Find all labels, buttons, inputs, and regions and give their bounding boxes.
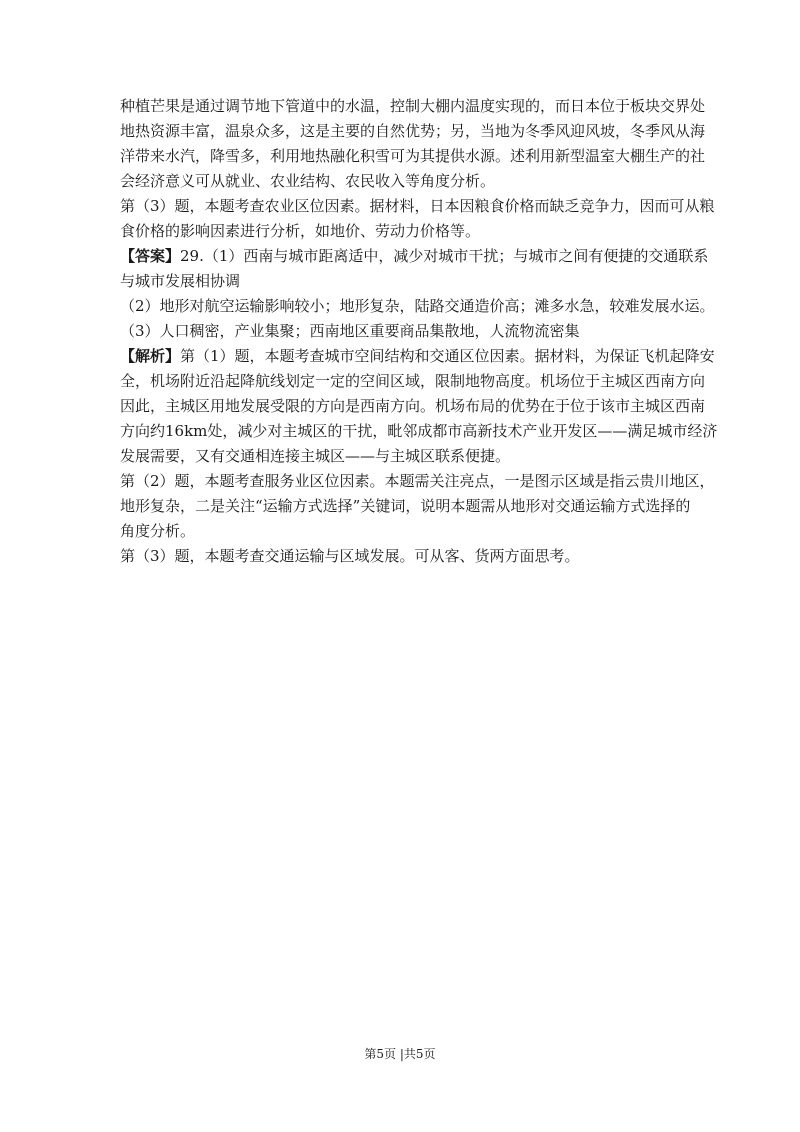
text-line: 洋带来水汽，降雪多，利用地热融化积雪可为其提供水源。述利用新型温室大棚生产的社 — [120, 147, 706, 165]
text-line: 发展需要，又有交通相连接主城区——与主城区联系便捷。 — [120, 447, 511, 465]
text-line: （2）地形对航空运输影响较小；地形复杂，陆路交通造价高；滩多水急，较难发展水运。 — [120, 297, 715, 315]
text-line: 全，机场附近沿起降航线划定一定的空间区域，限制地物高度。机场位于主城区西南方向 — [120, 372, 706, 390]
text-line: 种植芒果是通过调节地下管道中的水温，控制大棚内温度实现的，而日本位于板块交界处 — [120, 97, 706, 115]
text-line: 方向约16km处，减少对主城区的干扰，毗邻成都市高新技术产业开发区——满足城市经济 — [120, 422, 718, 440]
text-line: 会经济意义可从就业、农业结构、农民收入等角度分析。 — [120, 172, 496, 190]
analysis-tag: 【解析】 — [120, 347, 181, 365]
text-line: 食价格的影响因素进行分析，如地价、劳动力价格等。 — [120, 222, 481, 240]
text-line: 第（2）题，本题考查服务业区位因素。本题需关注亮点，一是图示区域是指云贵川地区， — [120, 472, 715, 490]
text-line: 角度分析。 — [120, 522, 196, 540]
analysis-line — [120, 344, 715, 369]
page-footer — [0, 1045, 800, 1062]
analysis-text: 第（1）题，本题考查城市空间结构和交通区位因素。据材料，为保证飞机起降安 — [180, 347, 715, 365]
answer-tag: 【答案】 — [120, 247, 181, 265]
text-line: 第（3）题，本题考查农业区位因素。据材料，日本因粮食价格而缺乏竞争力，因而可从粮 — [120, 197, 715, 215]
answer-text: 29.（1）西南与城市距离适中，减少对城市干扰；与城市之间有便捷的交通联系 — [180, 247, 709, 265]
text-line: 地形复杂，二是关注“运输方式选择”关键词，说明本题需从地形对交通运输方式选择的 — [120, 497, 691, 515]
text-line: 与城市发展相协调 — [120, 272, 241, 290]
text-line: 因此，主城区用地发展受限的方向是西南方向。机场布局的优势在于位于该市主城区西南 — [120, 397, 706, 415]
text-line: 地热资源丰富，温泉众多，这是主要的自然优势；另，当地为冬季风迎风坡，冬季风从海 — [120, 122, 706, 140]
page-number-label: 第5页 |共5页 — [364, 1047, 436, 1061]
text-line: （3）人口稠密，产业集聚；西南地区重要商品集散地，人流物流密集 — [120, 322, 580, 340]
answer-line — [120, 244, 709, 269]
document-body — [120, 94, 718, 569]
text-line: 第（3）题，本题考查交通运输与区域发展。可从客、货两方面思考。 — [120, 547, 580, 565]
